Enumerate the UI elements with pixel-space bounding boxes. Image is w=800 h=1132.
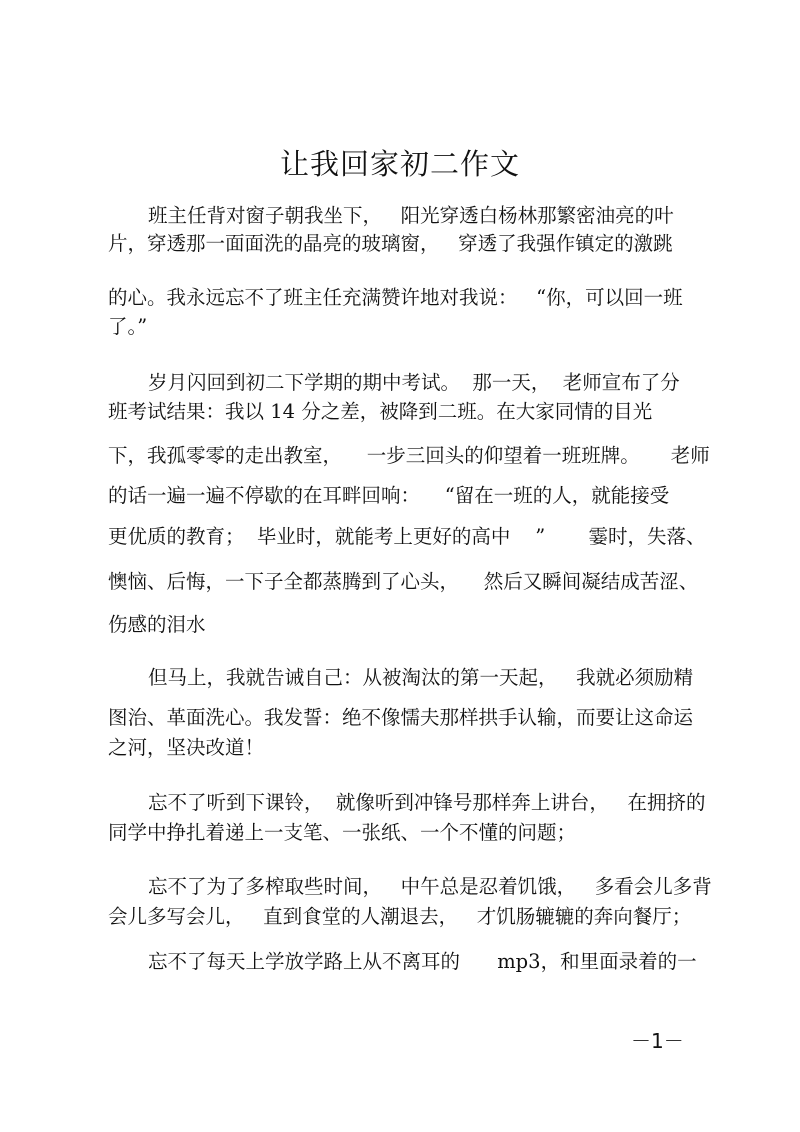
text-line: 忘不了听到下课铃， 就像听到冲锋号那样奔上讲台， 在拥挤的 (148, 791, 706, 814)
page-number: －1－ (631, 1029, 684, 1053)
text-line: 更优质的教育； 毕业时，就能考上更好的高中 ” 霎时，失落、 (108, 525, 706, 548)
text-line: 的心。我永远忘不了班主任充满赞许地对我说： “你，可以回一班 (108, 286, 683, 309)
text-line: 但马上，我就告诫自己：从被淘汰的第一天起， 我就必须励精 (148, 666, 694, 689)
document-title: 让我回家初二作文 (279, 147, 520, 181)
text-line: 了。” (108, 315, 148, 338)
text-line: 图治、革面洗心。我发誓：绝不像懦夫那样拱手认输，而要让这命运 (108, 706, 694, 729)
text-line: 班主任背对窗子朝我坐下， 阳光穿透白杨林那繁密油亮的叶 (148, 204, 674, 227)
text-line: 班考试结果：我以 14 分之差，被降到二班。在大家同情的目光 (108, 400, 653, 423)
text-line: 伤感的泪水 (108, 613, 206, 636)
text-line: 会儿多写会儿， 直到食堂的人潮退去， 才饥肠辘辘的奔向餐厅； (108, 905, 692, 928)
text-line: 忘不了为了多榨取些时间， 中午总是忍着饥饿， 多看会儿多背 (148, 875, 712, 898)
text-line: 同学中挣扎着递上一支笔、一张纸、一个不懂的问题； (108, 821, 577, 844)
text-line: 岁月闪回到初二下学期的期中考试。 那一天， 老师宣布了分 (148, 371, 680, 394)
text-line: 下，我孤零零的走出教室， 一步三回头的仰望着一班班牌。 老师 (108, 444, 710, 467)
text-line: 忘不了每天上学放学路上从不离耳的 mp3，和里面录着的一 (148, 950, 697, 973)
text-line: 懊恼、后悔，一下子全都蒸腾到了心头， 然后又瞬间凝结成苦涩、 (108, 570, 699, 593)
text-line: 的话一遍一遍不停歇的在耳畔回响： “留在一班的人，就能接受 (108, 484, 670, 507)
text-line: 片，穿透那一面面洗的晶亮的玻璃窗， 穿透了我强作镇定的激跳 (108, 232, 673, 255)
text-line: 之河，坚决改道！ (108, 736, 265, 759)
